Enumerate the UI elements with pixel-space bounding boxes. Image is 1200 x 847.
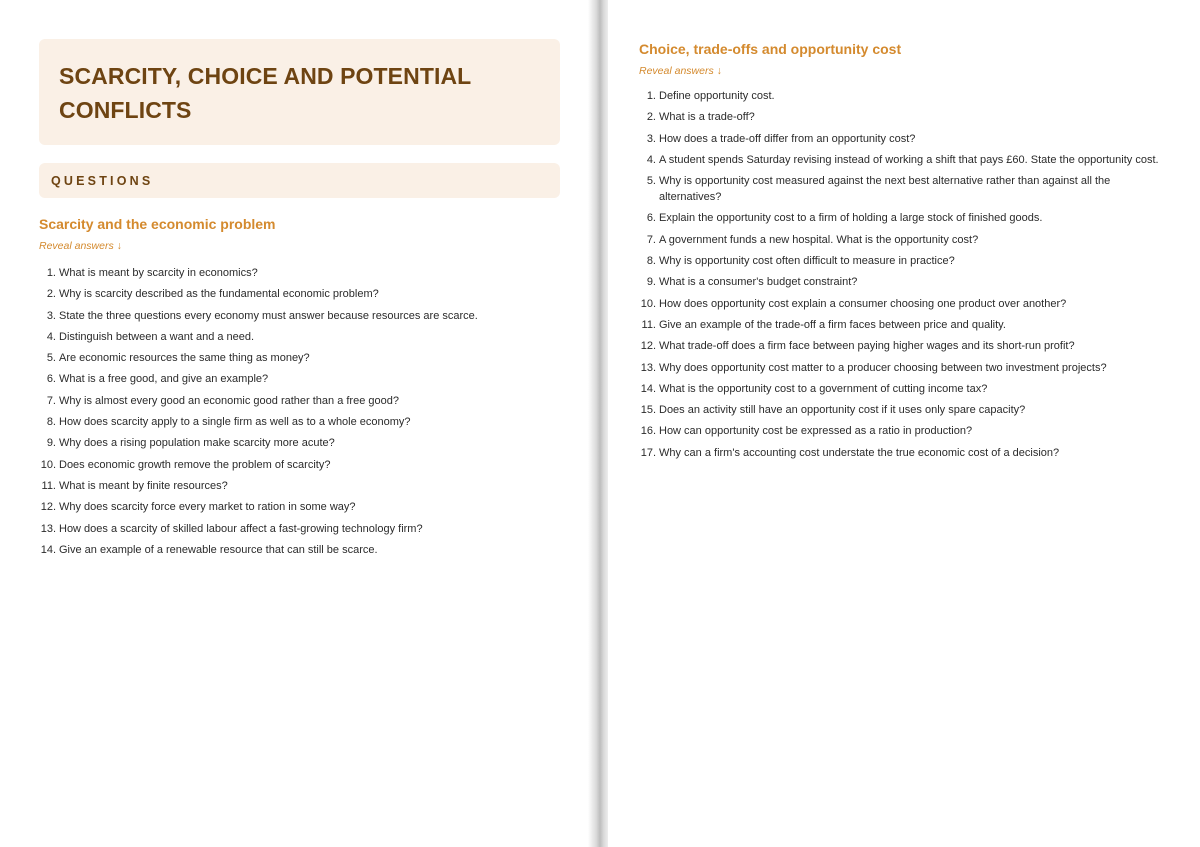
question-item: [639, 109, 1160, 125]
question-number: 6.: [46, 373, 56, 386]
right-page: [608, 0, 1200, 847]
question-number: 8.: [646, 255, 656, 268]
question-number: 11.: [641, 318, 656, 331]
question-text: Explain the opportunity cost to a firm of holding a large stock of finished goods.: [659, 212, 1043, 225]
reveal-answers-link[interactable]: Reveal answers ↓: [39, 240, 122, 252]
question-item: [39, 393, 560, 409]
question-text: What is a consumer's budget constraint?: [659, 276, 858, 289]
question-item: [39, 329, 560, 345]
question-number: 13.: [640, 361, 656, 374]
section-title-scarcity: Scarcity and the economic problem: [39, 216, 276, 232]
question-item: [639, 232, 1160, 248]
question-number: 4.: [46, 330, 56, 343]
question-text: What trade-off does a firm face between paying higher wages and its short-run profit?: [659, 340, 1075, 353]
question-text: What is a trade-off?: [659, 111, 755, 124]
question-number: 10.: [640, 297, 656, 310]
question-text: A government funds a new hospital. What is the opportunity cost?: [659, 233, 979, 246]
question-item: [639, 402, 1160, 418]
question-list-scarcity: [39, 265, 560, 558]
question-number: 9.: [46, 437, 56, 450]
question-item: [639, 210, 1160, 226]
question-item: [39, 414, 560, 430]
question-text: Why is almost every good an economic good rather than a free good?: [59, 394, 399, 407]
question-text: Give an example of a renewable resource that can still be scarce.: [59, 543, 378, 556]
question-text: A student spends Saturday revising instead of working a shift that pays £60. State the opportunity cost.: [659, 153, 1159, 166]
question-text: Why does opportunity cost matter to a producer choosing between two investment projects?: [659, 361, 1107, 374]
question-item: [39, 435, 560, 451]
question-number: 7.: [46, 394, 56, 407]
question-text: Define opportunity cost.: [659, 90, 775, 102]
question-item: [39, 457, 560, 473]
question-item: [639, 317, 1160, 333]
question-number: 7.: [646, 233, 656, 246]
question-item: [639, 360, 1160, 376]
question-text: What is a free good, and give an example?: [59, 373, 269, 386]
question-text: What is meant by finite resources?: [59, 479, 228, 492]
question-item: [39, 521, 560, 537]
question-item: [639, 152, 1160, 168]
question-number: 1.: [46, 267, 56, 279]
question-item: [39, 350, 560, 366]
question-item: [639, 274, 1160, 290]
question-text: Does economic growth remove the problem of scarcity?: [59, 458, 331, 471]
question-number: 12.: [640, 340, 656, 353]
question-number: 17.: [640, 446, 656, 459]
question-number: 3.: [646, 132, 656, 145]
question-number: 5.: [46, 352, 56, 365]
question-number: 14.: [40, 543, 56, 556]
question-item: [639, 381, 1160, 397]
questions-label: QUESTIONS: [51, 174, 154, 188]
questions-banner: [39, 163, 560, 198]
question-text: Why is scarcity described as the fundamental economic problem?: [59, 288, 379, 301]
question-item: [39, 371, 560, 387]
question-text: Distinguish between a want and a need.: [59, 330, 255, 343]
question-number: 11.: [41, 479, 56, 492]
question-item: [39, 478, 560, 494]
question-text: Are economic resources the same thing as money?: [59, 352, 310, 365]
question-text: What is the opportunity cost to a government of cutting income tax?: [659, 382, 988, 395]
question-item: [39, 542, 560, 558]
question-list-opportunity-cost: [639, 88, 1160, 461]
question-number: 2.: [646, 111, 656, 124]
question-text: How does a scarcity of skilled labour affect a fast-growing technology firm?: [59, 522, 423, 535]
section-title-opportunity-cost: Choice, trade-offs and opportunity cost: [639, 41, 902, 57]
question-number: 6.: [646, 212, 656, 225]
reveal-answers-link[interactable]: Reveal answers ↓: [639, 65, 722, 77]
question-text: Give an example of the trade-off a firm faces between price and quality.: [659, 318, 1006, 331]
question-number: 8.: [46, 416, 56, 429]
question-text: How can opportunity cost be expressed as a ratio in production?: [659, 425, 973, 438]
question-text: Why is opportunity cost often difficult to measure in practice?: [659, 255, 955, 268]
left-page: [0, 0, 592, 847]
question-item: [639, 423, 1160, 439]
question-item: [639, 338, 1160, 354]
question-text: Why does scarcity force every market to ration in some way?: [59, 501, 356, 514]
question-item: [39, 308, 560, 324]
question-item: [639, 253, 1160, 269]
question-number: 13.: [40, 522, 56, 535]
question-number: 10.: [40, 458, 56, 471]
question-text: Why is opportunity cost measured against the next best alternative rather than against all the alternatives?: [659, 175, 1111, 204]
question-text: How does scarcity apply to a single firm as well as to a whole economy?: [59, 416, 411, 429]
question-number: 9.: [646, 276, 656, 289]
question-item: [39, 265, 560, 281]
question-item: [639, 445, 1160, 461]
question-text: How does a trade-off differ from an opportunity cost?: [659, 132, 916, 145]
question-number: 12.: [40, 501, 56, 514]
question-number: 2.: [46, 288, 56, 301]
question-text: Why can a firm's accounting cost understate the true economic cost of a decision?: [659, 446, 1060, 459]
chapter-title-box: [39, 39, 560, 145]
question-text: What is meant by scarcity in economics?: [59, 267, 258, 279]
question-item: [639, 131, 1160, 147]
question-text: State the three questions every economy must answer because resources are scarce.: [59, 309, 478, 322]
question-item: [639, 173, 1160, 205]
question-number: 3.: [46, 309, 56, 322]
question-item: [39, 499, 560, 515]
question-number: 4.: [646, 153, 656, 166]
question-number: 1.: [646, 90, 656, 102]
question-item: [639, 88, 1160, 104]
question-number: 15.: [640, 404, 656, 417]
question-text: How does opportunity cost explain a consumer choosing one product over another?: [659, 297, 1067, 310]
question-item: [39, 286, 560, 302]
question-number: 16.: [640, 425, 656, 438]
question-text: Does an activity still have an opportunity cost if it uses only spare capacity?: [659, 404, 1026, 417]
question-number: 14.: [640, 382, 656, 395]
question-item: [639, 296, 1160, 312]
question-text: Why does a rising population make scarcity more acute?: [59, 437, 335, 450]
chapter-title: SCARCITY, CHOICE AND POTENTIAL CONFLICTS: [59, 63, 471, 123]
question-number: 5.: [646, 175, 656, 188]
